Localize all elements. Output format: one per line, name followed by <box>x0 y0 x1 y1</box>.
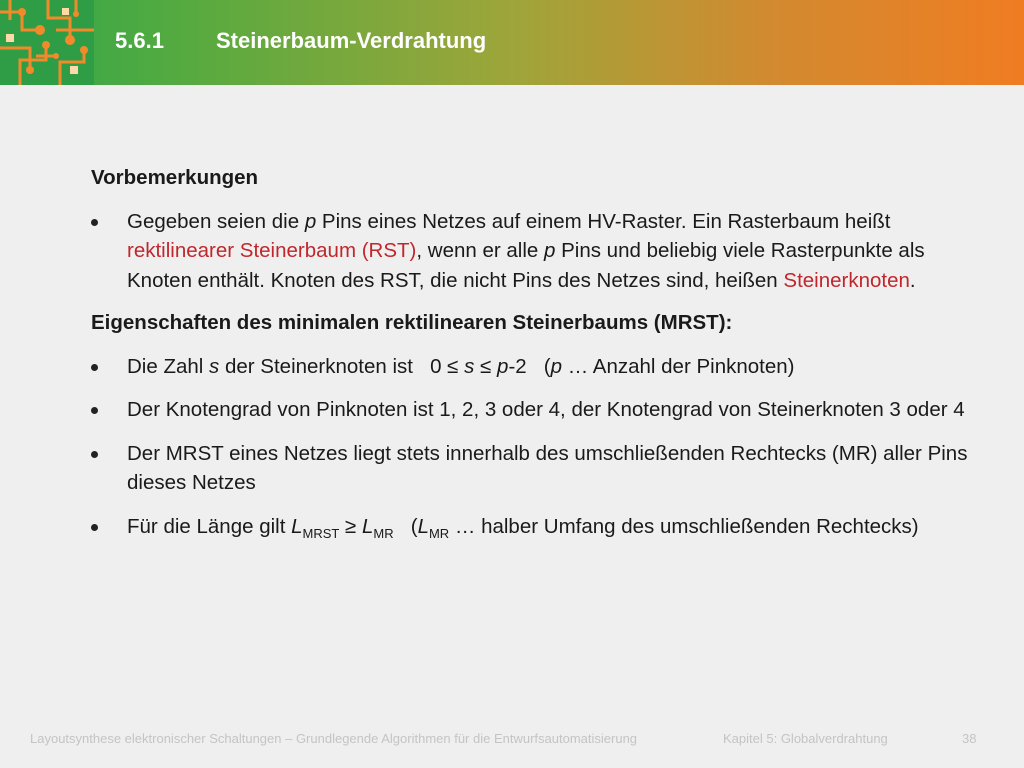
footer-page-number: 38 <box>962 731 977 746</box>
circuit-board-logo <box>0 0 94 85</box>
slide-content <box>91 163 971 548</box>
heading-vorbemerkungen: Vorbemerkungen <box>91 166 259 189</box>
bullet-item-laenge: Für die Länge gilt $L_{MRST} \ge L_{MR}$ ($L_{MR}$ … halber Umfang des umschließenden Rechtecks) <box>91 512 971 549</box>
bullet-icon <box>91 219 98 226</box>
bullet-item-steiner-count: Die Zahl s der Steinerknoten ist 0 ≤ s ≤ p-2 (p … Anzahl der Pinknoten) <box>91 352 971 382</box>
term-rst: rektilinearer Steinerbaum (RST) <box>127 239 417 262</box>
circuit-pattern-icon <box>0 0 94 85</box>
bullet-item-definition: Gegeben seien die p Pins eines Netzes auf einem HV-Raster. Ein Rasterbaum heißt rektilinearer Steinerbaum (RST), wenn er alle p Pins und beliebig viele Rasterpunkte als Knoten enthält. Knoten des RST, die nicht Pins des Netzes sind, heißen Steinerknoten. <box>91 207 971 296</box>
section-number: 5.6.1 <box>115 28 164 53</box>
bullet-item-rechteck: Der MRST eines Netzes liegt stets innerhalb des umschließenden Rechtecks (MR) aller Pins dieses Netzes <box>91 439 971 498</box>
title-text: Steinerbaum-Verdrahtung <box>216 28 487 53</box>
slide-title <box>115 28 486 54</box>
bullet-icon <box>91 364 98 371</box>
footer-course: Layoutsynthese elektronischer Schaltungen – Grundlegende Algorithmen für die Entwurfsautomatisierung <box>30 731 638 746</box>
bullet-item-knotengrad: Der Knotengrad von Pinknoten ist 1, 2, 3 oder 4, der Knotengrad von Steinerknoten 3 oder 4 <box>91 395 971 425</box>
header-banner <box>0 0 1024 85</box>
footer <box>0 731 1024 751</box>
heading-eigenschaften: Eigenschaften des minimalen rektilinearen Steinerbaums (MRST): <box>91 311 733 334</box>
bullet-icon <box>91 407 98 414</box>
term-steinerknoten: Steinerknoten <box>783 268 910 292</box>
bullet-icon <box>91 451 98 458</box>
footer-chapter: Kapitel 5: Globalverdrahtung <box>723 731 888 746</box>
bullet-icon <box>91 524 98 531</box>
